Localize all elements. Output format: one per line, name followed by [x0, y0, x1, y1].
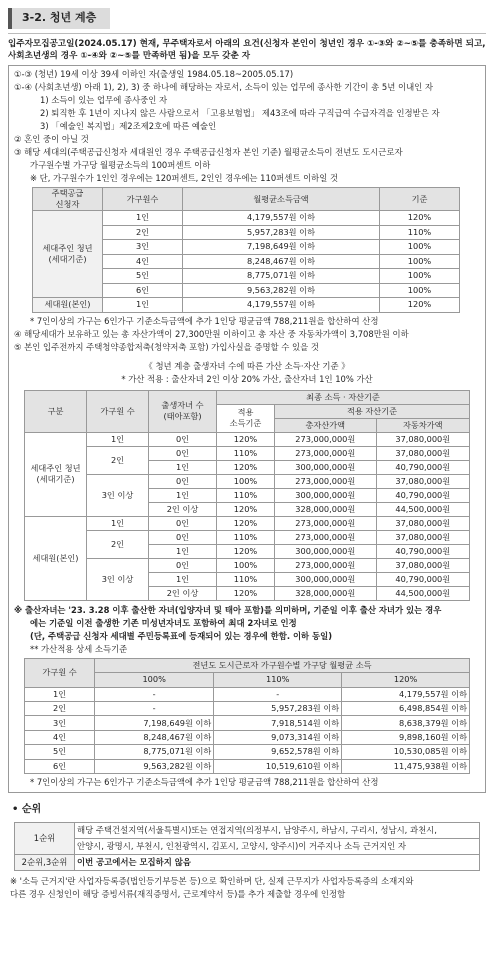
rank-2-text: 이번 공고에서는 모집하지 않음: [75, 855, 480, 871]
t2-size: 3인 이상: [87, 474, 149, 516]
t3-cell: 5인: [25, 745, 95, 759]
t2-size: 3인 이상: [87, 558, 149, 600]
t1-cell: 4인: [103, 254, 183, 269]
t2-header: 적용 소득기준: [217, 404, 275, 432]
intro-text: 입주자모집공고일(2024.05.17) 현재, 무주택자로서 아래의 요건(신청자 본인이 청년인 경우 ①-③와 ②~⑤를 충족하면 되고, 사회초년생의 경우 ①-④와 ②~⑤를 만족하면 됨)을 모두 갖춘 자: [8, 38, 486, 61]
t2-cell: 120%: [217, 544, 275, 558]
t3-header: 전년도 도시근로자 가구원수별 가구당 월평균 소득: [95, 658, 470, 672]
income-table: [32, 187, 460, 313]
section-header: [8, 6, 486, 34]
t3-header: 100%: [95, 673, 214, 687]
t1-header: 월평균소득금액: [183, 188, 380, 211]
t2-cell: 2인 이상: [149, 502, 217, 516]
t2-cell: 37,080,000원: [376, 530, 469, 544]
t3-cell: 6,498,854원 이하: [342, 701, 470, 715]
rank-1-text: 해당 주택건설지역(서울특별시)또는 연접지역(의정부시, 남양주시, 하남시, 구리시, 성남시, 과천시,: [75, 823, 480, 839]
t3-cell: 2인: [25, 701, 95, 715]
t2-cell: 37,080,000원: [376, 446, 469, 460]
t2-cell: 0인: [149, 474, 217, 488]
t3-header: 가구원 수: [25, 658, 95, 687]
t2-size: 2인: [87, 446, 149, 474]
t3-header: 110%: [214, 673, 342, 687]
t2-cell: 110%: [217, 530, 275, 544]
t1-cell: 110%: [380, 225, 460, 240]
t2-cell: 44,500,000원: [376, 502, 469, 516]
t2-cell: 273,000,000원: [275, 530, 377, 544]
t2-cell: 273,000,000원: [275, 474, 377, 488]
footnote-b: 다른 경우 신청인이 해당 증빙서류(재직증명서, 근로계약서 등)를 추가 제출할 경우에 인정함: [10, 889, 346, 900]
t2-cell: 120%: [217, 460, 275, 474]
t2-cell: 273,000,000원: [275, 558, 377, 572]
t1-header: 가구원수: [103, 188, 183, 211]
t3-cell: 7,198,649원 이하: [95, 716, 214, 730]
t2-cell: 0인: [149, 516, 217, 530]
req-newcomer: ①-④ (사회초년생) 아래 1), 2), 3) 중 하나에 해당하는 자로서, 소득이 있는 업무에 종사한 기간이 총 5년 이내인 자: [14, 81, 434, 92]
t2-cell: 40,790,000원: [376, 544, 469, 558]
t3-cell: 9,652,578원 이하: [214, 745, 342, 759]
t2-cell: 1인: [149, 488, 217, 502]
t3-cell: 8,775,071원 이하: [95, 745, 214, 759]
t2-cell: 273,000,000원: [275, 432, 377, 446]
t2-cell: 110%: [217, 488, 275, 502]
t1-cell: 8,775,071원 이하: [183, 269, 380, 284]
t1-cell: 1인: [103, 211, 183, 226]
t2-cell: 120%: [217, 502, 275, 516]
t1-group-label: 세대주인 청년 (세대기준): [33, 211, 103, 298]
req-income-b: 가구원수별 가구당 월평균소득의 100퍼센트 이하: [30, 160, 211, 171]
t2-cell: 2인 이상: [149, 586, 217, 600]
t2-cell: 300,000,000원: [275, 544, 377, 558]
rank-1-text: 안양시, 광명시, 부천시, 인천광역시, 김포시, 고양시, 양주시)이 거주지나 소득 근거지인 자: [75, 839, 480, 855]
t3-cell: -: [214, 687, 342, 701]
t1-cell: 100%: [380, 254, 460, 269]
t3-cell: 6인: [25, 759, 95, 773]
t3-cell: -: [95, 687, 214, 701]
t2-size: 1인: [87, 516, 149, 530]
t1-last-label: 세대원(본인): [33, 298, 103, 313]
t3-cell: 9,898,160원 이하: [342, 730, 470, 744]
t2-cell: 120%: [217, 516, 275, 530]
rank-table: [14, 822, 480, 871]
t2-header: 적용 자산기준: [275, 404, 470, 418]
t2-cell: 1인: [149, 572, 217, 586]
detail-income-table: [24, 658, 470, 774]
t2-cell: 0인: [149, 432, 217, 446]
t2-cell: 0인: [149, 530, 217, 544]
footnote-a: ※ '소득 근거지'란 사업자등록증(법인등기부등본 등)으로 확인하며 단, 실제 근무지가 사업자등록증의 소재지와: [10, 876, 414, 887]
t3-cell: 10,530,085원 이하: [342, 745, 470, 759]
t3-cell: 10,519,610원 이하: [214, 759, 342, 773]
t1-cell: 2인: [103, 225, 183, 240]
t3-cell: 9,563,282원 이하: [95, 759, 214, 773]
section-title: 3-2. 청년 계층: [8, 8, 110, 29]
t3-cell: 3인: [25, 716, 95, 730]
t2-cell: 44,500,000원: [376, 586, 469, 600]
t1-cell: 5인: [103, 269, 183, 284]
t1-cell: 7,198,649원 이하: [183, 240, 380, 255]
t3-cell: 1인: [25, 687, 95, 701]
t2-size: 2인: [87, 530, 149, 558]
t3-cell: 8,248,467원 이하: [95, 730, 214, 744]
t2-cell: 0인: [149, 558, 217, 572]
t1-cell: 4,179,557원 이하: [183, 298, 380, 313]
t2-cell: 1인: [149, 460, 217, 474]
rank-1-label: 1순위: [15, 823, 75, 855]
t2-cell: 40,790,000원: [376, 460, 469, 474]
t2-cell: 40,790,000원: [376, 572, 469, 586]
t2-cell: 300,000,000원: [275, 572, 377, 586]
t1-cell: 1인: [103, 298, 183, 313]
t2-cell: 1인: [149, 544, 217, 558]
t2-header: 최종 소득 · 자산기준: [217, 390, 470, 404]
t1-cell: 9,563,282원 이하: [183, 283, 380, 298]
t3-header: 120%: [342, 673, 470, 687]
req-income-c: ※ 단, 가구원수가 1인인 경우에는 120퍼센트, 2인인 경우에는 110퍼센트 이하일 것: [30, 173, 339, 184]
t2-cell: 300,000,000원: [275, 460, 377, 474]
t3-cell: 5,957,283원 이하: [214, 701, 342, 715]
req-youth: ①-③ (청년) 19세 이상 39세 이하인 자(출생일 1984.05.18~2005.05.17): [14, 68, 294, 79]
t2-cell: 328,000,000원: [275, 586, 377, 600]
t1-cell: 3인: [103, 240, 183, 255]
req-unmarried: ② 혼인 중이 아닐 것: [14, 133, 89, 144]
t1-cell: 100%: [380, 240, 460, 255]
t2-cell: 37,080,000원: [376, 432, 469, 446]
requirements-box: [8, 65, 486, 793]
t2-cell: 120%: [217, 432, 275, 446]
t3-cell: 8,638,379원 이하: [342, 716, 470, 730]
t2-group: 세대주인 청년 (세대기준): [25, 432, 87, 516]
t3-cell: -: [95, 701, 214, 715]
t2-cell: 110%: [217, 572, 275, 586]
t1-cell: 5,957,283원 이하: [183, 225, 380, 240]
t2-cell: 120%: [217, 586, 275, 600]
t2-header: 가구원 수: [87, 390, 149, 432]
t2-note-3: (단, 주택공급 신청자 세대별 주민등록표에 등재되어 있는 경우에 한함. 이하 동일): [30, 630, 333, 641]
t1-cell: 100%: [380, 283, 460, 298]
t3-cell: 11,475,938원 이하: [342, 759, 470, 773]
t2-size: 1인: [87, 432, 149, 446]
req-savings: ⑤ 본인 입주전까지 주택청약종합저축(청약저축 포함) 가입사실을 증명할 수 있을 것: [14, 341, 319, 352]
t3-cell: 4인: [25, 730, 95, 744]
t2-cell: 37,080,000원: [376, 558, 469, 572]
t2-caption: 《 청년 계층 출생자녀 수에 따른 가산 소득·자산 기준 》: [144, 360, 350, 371]
t1-cell: 100%: [380, 269, 460, 284]
t2-cell: 300,000,000원: [275, 488, 377, 502]
t3-cell: 9,073,314원 이하: [214, 730, 342, 744]
t2-header: 총자산가액: [275, 418, 377, 432]
t1-cell: 120%: [380, 298, 460, 313]
req-income-a: ③ 해당 세대의(주택공급신청자 세대원인 경우 주택공급신청자 본인 기준) 월평균소득이 전년도 도시근로자: [14, 147, 403, 157]
t1-cell: 120%: [380, 211, 460, 226]
rank-heading: • 순위: [12, 803, 42, 815]
t2-cell: 273,000,000원: [275, 446, 377, 460]
t2-note-1: ※ 출산자녀는 '23. 3.28 이후 출산한 자녀(입양자녀 및 태아 포함)를 의미하며, 기준일 이후 출산 자녀가 있는 경우: [14, 604, 442, 615]
t2-cell: 40,790,000원: [376, 488, 469, 502]
req-newcomer-2: 2) 퇴직한 후 1년이 지나지 않은 사람으로서 「고용보험법」 제43조에 따라 구직급여 수급자격을 인정받은 자: [40, 107, 440, 118]
bonus-table: [24, 390, 470, 601]
t3-note: * 7인이상의 가구는 6인가구 기준소득금액에 추가 1인당 평균금액 788,211원을 합산하여 산정: [30, 776, 379, 787]
req-assets: ④ 해당세대가 보유하고 있는 총 자산가액이 27,300만원 이하이고 총 자산 중 자동차가액이 3,708만원 이하: [14, 328, 409, 339]
rank-2-label: 2순위,3순위: [15, 855, 75, 871]
t1-header: 기준: [380, 188, 460, 211]
t2-header: 출생자녀 수 (태아포함): [149, 390, 217, 432]
t2-cell: 328,000,000원: [275, 502, 377, 516]
t2-note-2: 에는 기준일 이전 출생한 기존 미성년자녀도 포함하여 최대 2자녀로 인정: [30, 617, 297, 628]
t3-cell: 4,179,557원 이하: [342, 687, 470, 701]
t1-cell: 8,248,467원 이하: [183, 254, 380, 269]
t1-cell: 4,179,557원 이하: [183, 211, 380, 226]
t2-cell: 100%: [217, 474, 275, 488]
t2-cell: 110%: [217, 446, 275, 460]
t1-cell: 6인: [103, 283, 183, 298]
t3-cell: 7,918,514원 이하: [214, 716, 342, 730]
req-newcomer-1: 1) 소득이 있는 업무에 종사중인 자: [40, 94, 168, 105]
t2-cell: 37,080,000원: [376, 474, 469, 488]
t2-subcaption: * 가산 적용 : 출산자녀 2인 이상 20% 가산, 출산자녀 1인 10% 가산: [121, 373, 373, 384]
t2-header: 자동차가액: [376, 418, 469, 432]
t2-note-4: ** 가산적용 상세 소득기준: [30, 643, 128, 654]
t2-cell: 37,080,000원: [376, 516, 469, 530]
t2-cell: 0인: [149, 446, 217, 460]
t1-note: * 7인이상의 가구는 6인가구 기준소득금액에 추가 1인당 평균금액 788,211원을 합산하여 산정: [30, 315, 379, 326]
t2-header: 구분: [25, 390, 87, 432]
t1-header: 주택공급 신청자: [33, 188, 103, 211]
t2-group: 세대원(본인): [25, 516, 87, 600]
t2-cell: 273,000,000원: [275, 516, 377, 530]
t2-cell: 100%: [217, 558, 275, 572]
req-newcomer-3: 3) 「예술인 복지법」제2조제2호에 따른 예술인: [40, 120, 217, 131]
